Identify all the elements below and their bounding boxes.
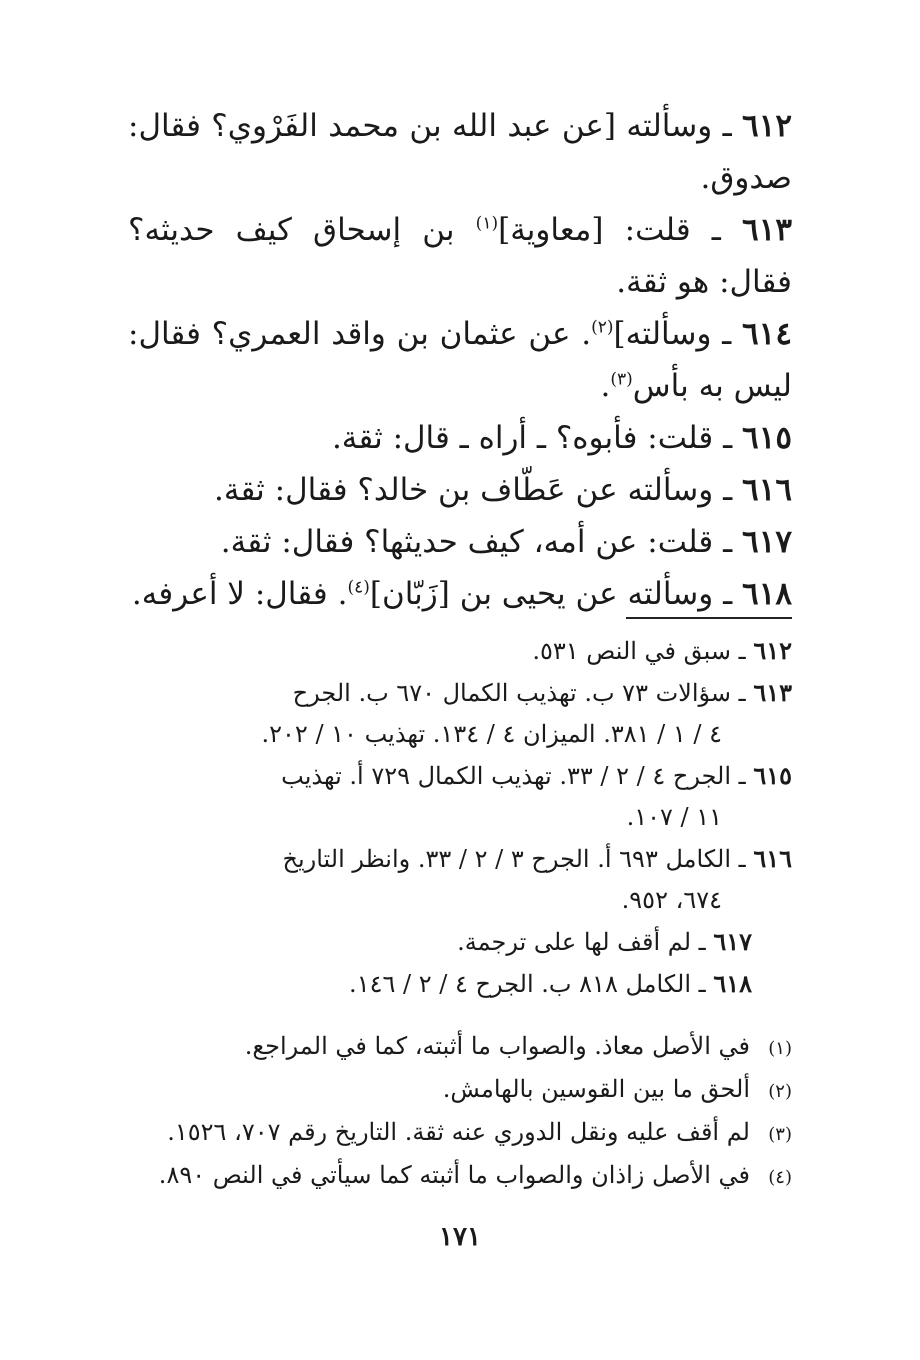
reference-number: ٦١٨ (713, 969, 752, 998)
entry-number: ٦١٣ (742, 212, 792, 248)
entry-text: بن إسحاق كيف حديثه؟ فقال: هو ثقة. (128, 212, 792, 300)
footnotes-block (128, 1026, 792, 1198)
entry-616 (128, 464, 792, 516)
reference-continuation: ١١ / ١٠٧. (626, 803, 722, 831)
reference-text: ـ الجرح ٤ / ٢ / ٣٣. تهذيب الكمال ٧٢٩ أ. تهذيب (281, 762, 754, 790)
reference-618 (128, 963, 792, 1005)
footnote-1 (128, 1026, 792, 1069)
entry-613 (128, 204, 792, 308)
reference-616 (128, 838, 792, 921)
entry-text: ـ وسألته عن عَطّاف بن خالد؟ فقال: ثقة. (214, 472, 743, 508)
footnote-text: في الأصل زاذان والصواب ما أثبته كما سيأتي في النص ٨٩٠. (158, 1161, 750, 1189)
reference-text: ـ لم أقف لها على ترجمة. (457, 928, 714, 956)
entry-text: ـ وسألته] (613, 316, 743, 352)
footnote-mark: (٢) (768, 1081, 792, 1102)
reference-text: ـ سبق في النص ٥٣١. (532, 637, 754, 665)
main-text (128, 100, 792, 620)
footnote-ref: (٢) (591, 317, 614, 338)
entry-612 (128, 100, 792, 204)
reference-617 (128, 921, 792, 963)
entry-617 (128, 516, 792, 568)
entry-text: ـ قلت: عن أمه، كيف حديثها؟ فقال: ثقة. (220, 524, 743, 560)
reference-text: ـ سؤالات ٧٣ ب. تهذيب الكمال ٦٧٠ ب. الجرح (292, 679, 754, 707)
reference-continuation: ٤ / ١ / ٣٨١. الميزان ٤ / ١٣٤. تهذيب ١٠ / ٢٠٢. (261, 720, 722, 748)
reference-number: ٦١٣ (753, 678, 792, 707)
entry-615 (128, 412, 792, 464)
entry-number: ٦١٦ (742, 472, 792, 508)
entry-618 (128, 568, 792, 620)
reference-number: ٦١٧ (713, 927, 752, 956)
reference-615 (128, 755, 792, 838)
reference-613 (128, 672, 792, 755)
entry-number: ٦١٤ (742, 316, 792, 352)
footnote-text: لم أقف عليه ونقل الدوري عنه ثقة. التاريخ رقم ٧٠٧، ١٥٢٦. (167, 1118, 750, 1146)
separator-rule (626, 617, 792, 619)
reference-number: ٦١٢ (753, 636, 792, 665)
references-block (128, 630, 792, 1005)
footnote-2 (128, 1069, 792, 1112)
entry-text: ـ وسألته [عن عبد الله بن محمد الفَرْوي؟ فقال: صدوق. (128, 108, 792, 196)
footnote-3 (128, 1112, 792, 1155)
page-number: ١٧١ (439, 1222, 481, 1252)
reference-continuation: ٦٧٤، ٩٥٢. (621, 886, 722, 914)
footnote-4 (128, 1155, 792, 1198)
entry-number: ٦١٥ (742, 420, 792, 456)
reference-number: ٦١٥ (753, 761, 792, 790)
entry-text: ـ قلت: [معاوية] (498, 212, 743, 248)
footnote-ref: (٤) (347, 577, 370, 598)
entry-text: ـ قلت: فأبوه؟ ـ أراه ـ قال: ثقة. (331, 420, 743, 456)
entry-text: . فقال: لا أعرفه. (131, 576, 348, 612)
footnote-mark: (١) (768, 1038, 792, 1059)
entry-614 (128, 308, 792, 412)
entry-number: ٦١٢ (742, 108, 792, 144)
entry-text: ـ وسألته عن يحيى بن [زَبّان] (369, 576, 743, 612)
entry-text: . (600, 368, 611, 404)
reference-number: ٦١٦ (753, 844, 792, 873)
entry-text: . عن عثمان بن واقد العمري؟ فقال: ليس به بأس (128, 316, 792, 404)
footnote-ref: (١) (475, 213, 499, 234)
footnote-text: في الأصل معاذ. والصواب ما أثبته، كما في المراجع. (244, 1032, 750, 1060)
footnote-mark: (٣) (768, 1124, 792, 1145)
entry-number: ٦١٨ (742, 576, 792, 612)
footnote-text: ألحق ما بين القوسين بالهامش. (442, 1075, 750, 1103)
reference-text: ـ الكامل ٦٩٣ أ. الجرح ٣ / ٢ / ٣٣. وانظر التاريخ (282, 845, 754, 873)
entry-number: ٦١٧ (742, 524, 792, 560)
footnote-mark: (٤) (768, 1167, 792, 1188)
footnote-ref: (٣) (610, 369, 633, 390)
reference-text: ـ الكامل ٨١٨ ب. الجرح ٤ / ٢ / ١٤٦. (349, 970, 714, 998)
reference-612 (128, 630, 792, 672)
